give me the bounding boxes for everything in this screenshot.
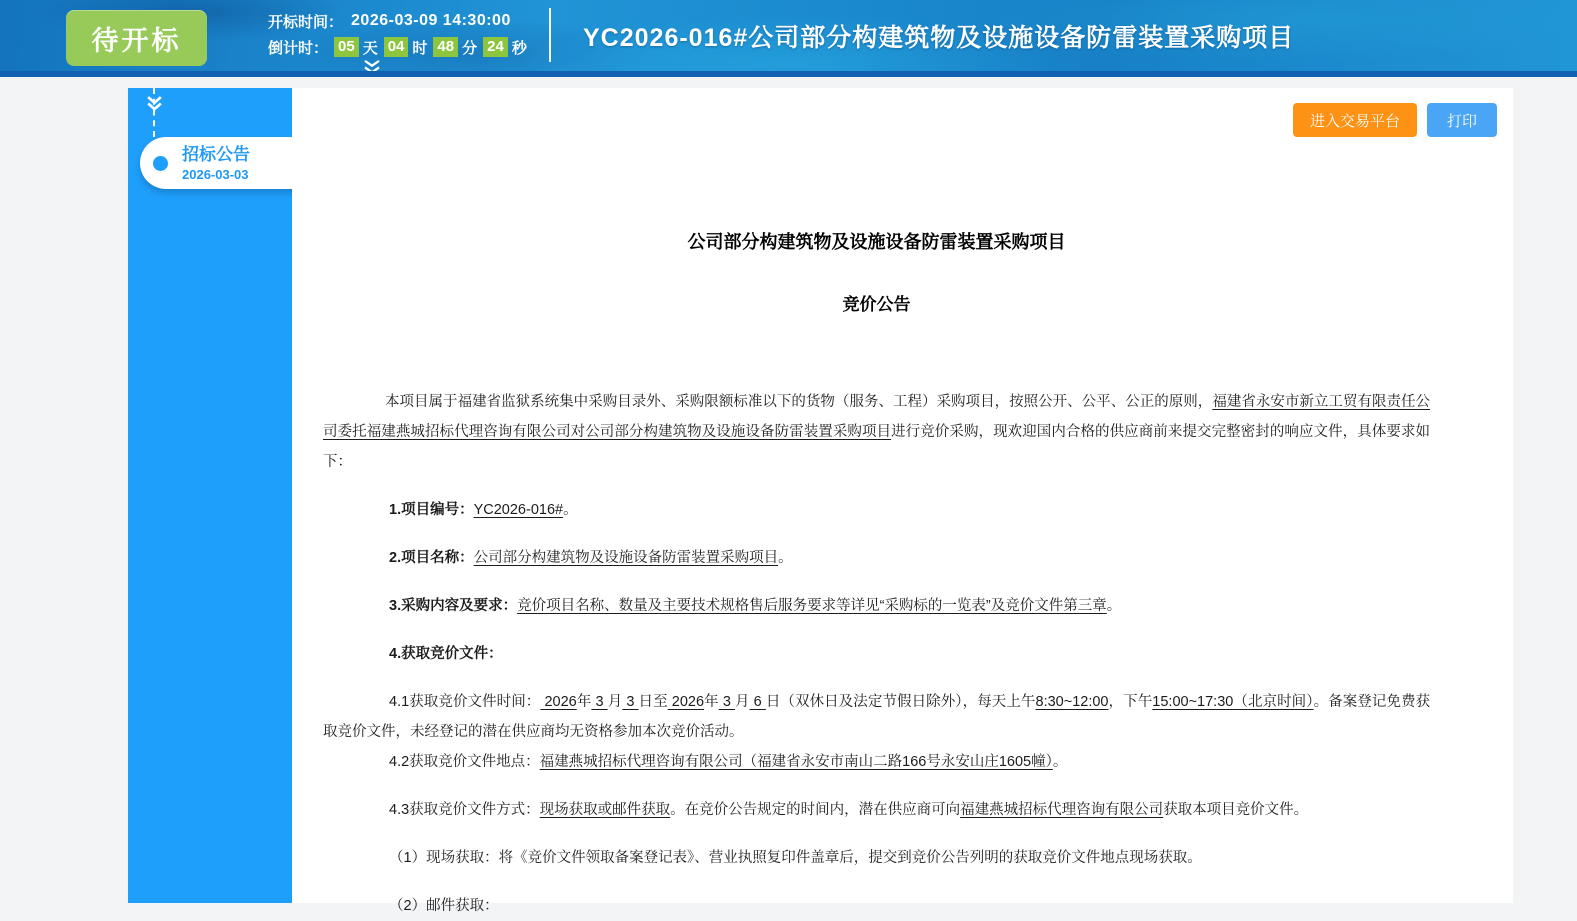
project-title: YC2026-016#公司部分构建筑物及设施设备防雷装置采购项目 [583, 23, 1295, 52]
text-run: 4.3获取竞价文件方式： [389, 802, 540, 818]
text-run: YC2026-016# [473, 502, 564, 518]
text-run: 8:30~12:00 [1035, 694, 1109, 710]
countdown-minutes-unit: 分 [462, 39, 478, 57]
text-run: 日（双休日及法定节假日除外），每天上午 [765, 694, 1036, 710]
announcement-document [292, 88, 1513, 921]
chevron-down-icon [145, 95, 164, 112]
open-time-value: 2026-03-09 14:30:00 [351, 12, 511, 29]
countdown-seconds: 24 [483, 37, 508, 57]
timeline-item-label: 招标公告 [182, 144, 250, 164]
countdown-hours: 04 [384, 37, 409, 57]
document-title: 公司部分构建筑物及设施设备防雷装置采购项目 [687, 232, 1066, 252]
text-run: 1.项目编号： [389, 502, 474, 518]
text-run: 。备案登记免费获取竞价文件，未经登记的潜在供应商均无资格参加本次竞价活动。 [323, 694, 1431, 740]
text-run: 2026 [667, 694, 705, 710]
text-run: 进行竞价采购，现欢迎国内合格的供应商前来提交完整密封的响应文件，具体要求如下： [323, 424, 1431, 470]
timeline-node-dot [153, 156, 168, 171]
text-run: 3.采购内容及要求： [389, 598, 518, 614]
document-subtitle: 竞价公告 [842, 295, 911, 314]
text-run: 月 [607, 694, 623, 710]
document-paragraph [323, 687, 1430, 747]
text-run: 获取本项目竞价文件。 [1163, 802, 1309, 818]
top-header [0, 0, 1577, 77]
text-run: 6 [749, 694, 766, 710]
text-run: 。 [778, 550, 793, 566]
text-run: 年 [704, 694, 719, 710]
text-run: ，下午 [1108, 694, 1153, 710]
document-paragraph [323, 795, 1430, 825]
text-run: 3 [622, 694, 639, 710]
text-run: 竞价项目名称、数量及主要技术规格售后服务要求等详见“采购标的一览表”及竞价文件第三章 [517, 598, 1107, 614]
status-badge: 待开标 [66, 10, 207, 66]
print-button[interactable]: 打印 [1427, 103, 1497, 137]
document-paragraph [323, 891, 1430, 921]
bid-time-info [268, 9, 527, 61]
text-run: 。 [563, 502, 578, 518]
text-run: 4.2获取竞价文件地点： [389, 754, 540, 770]
text-run: 本项目属于福建省监狱系统集中采购目录外、采购限额标准以下的货物（服务、工程）采购项目，按照公开、公平、公正的原则， [385, 394, 1213, 410]
document-paragraph [323, 639, 1430, 669]
text-run: 日至 [638, 694, 668, 710]
enter-trading-platform-button[interactable]: 进入交易平台 [1293, 103, 1417, 137]
open-time-row [268, 9, 527, 33]
text-run: 3 [718, 694, 735, 710]
text-run: 。 [1106, 598, 1122, 614]
text-run: 年 [576, 694, 592, 710]
document-paragraph [323, 495, 1430, 525]
text-run: 福建省永安市新立工贸有限责任公司委托福建燕城招标代理咨询有限公司对公司部分构建筑物及设施设备防雷装置采购项目 [323, 394, 1431, 440]
header-divider [549, 8, 551, 62]
document-paragraph [323, 591, 1430, 621]
text-run: 现场获取或邮件获取 [539, 802, 671, 818]
text-run: （1）现场获取：将《竞价文件领取备案登记表》、营业执照复印件盖章后，提交到竞价公告列明的获取竞价文件地点现场获取。 [389, 850, 1202, 866]
text-run: （2）邮件获取： [389, 898, 499, 914]
document-paragraph [323, 843, 1430, 873]
text-run: 。 [1052, 754, 1068, 770]
text-run: 公司部分构建筑物及设施设备防雷装置采购项目 [473, 550, 779, 566]
text-run: 月 [735, 694, 750, 710]
text-run: 15:00~17:30（北京时间） [1152, 694, 1314, 710]
document-paragraph [323, 747, 1430, 777]
header-bottom-strip [0, 71, 1577, 77]
open-time-label: 开标时间： [268, 13, 344, 31]
text-run: 。在竞价公告规定的时间内，潜在供应商可向 [670, 802, 961, 818]
countdown-minutes: 48 [433, 37, 458, 57]
countdown-days-unit: 天 [362, 39, 378, 57]
countdown-label: 倒计时： [268, 39, 329, 57]
toolbar [1293, 103, 1497, 137]
text-run: 4.1获取竞价文件时间： [389, 694, 541, 710]
document-body [323, 387, 1430, 921]
text-run: 2.项目名称： [389, 550, 474, 566]
document-paragraph [323, 543, 1430, 573]
announcement-panel [292, 88, 1513, 914]
countdown-hours-unit: 时 [412, 39, 428, 57]
text-run: 福建燕城招标代理咨询有限公司 [960, 802, 1164, 818]
countdown-row [268, 35, 527, 59]
text-run: 福建燕城招标代理咨询有限公司（福建省永安市南山二路166号永安山庄1605幢） [539, 754, 1053, 770]
timeline-sidebar [128, 88, 292, 903]
text-run: 3 [591, 694, 608, 710]
timeline-item-date: 2026-03-03 [182, 166, 249, 182]
countdown-days: 05 [334, 37, 359, 57]
timeline-item-text [182, 146, 250, 181]
text-run: 4.获取竞价文件： [389, 646, 503, 662]
document-paragraph [323, 387, 1430, 477]
countdown-seconds-unit: 秒 [511, 39, 527, 57]
text-run: 2026 [540, 694, 577, 710]
